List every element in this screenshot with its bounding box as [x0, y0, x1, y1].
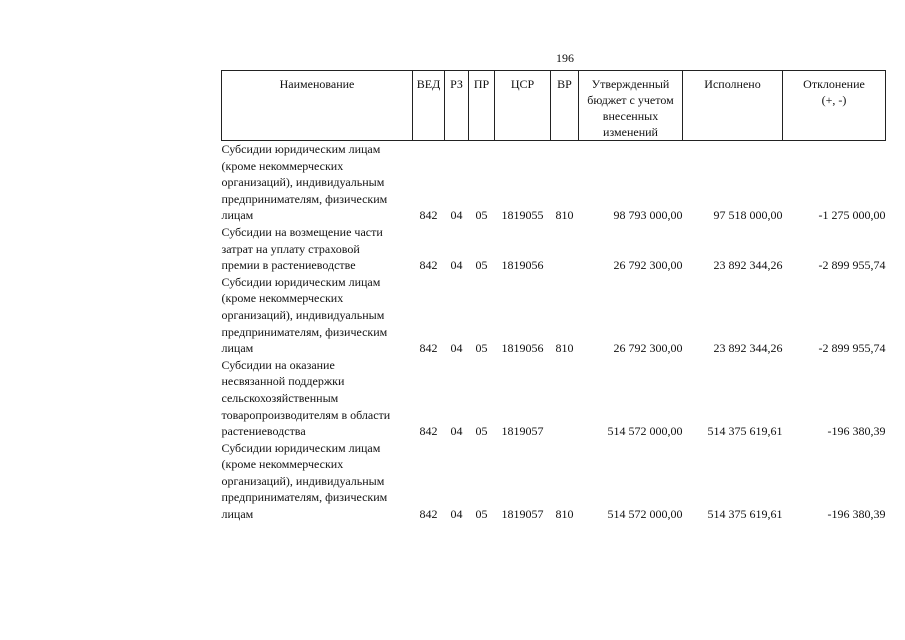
row-name-line: (кроме некоммерческих	[221, 158, 344, 173]
row-approved: 26 792 300,00	[613, 341, 683, 356]
row-name	[222, 224, 413, 274]
header-vr: ВР	[551, 71, 579, 141]
row-pr: 05	[475, 258, 488, 273]
row-deviation: -2 899 955,74	[818, 258, 886, 273]
row-ved: 842	[419, 424, 438, 439]
header-pr: ПР	[469, 71, 495, 141]
table-row	[222, 357, 886, 440]
table-row	[222, 440, 886, 523]
row-name-line: Субсидии юридическим лицам	[221, 142, 381, 156]
row-executed: 97 518 000,00	[713, 208, 783, 223]
row-name-line: сельскохозяйственным	[221, 390, 339, 405]
budget-table	[221, 70, 886, 523]
row-ved: 842	[419, 208, 438, 223]
row-ved: 842	[419, 341, 438, 356]
row-csr: 1819055	[501, 208, 544, 223]
row-name-line: лицам	[221, 208, 254, 223]
header-csr: ЦСР	[495, 71, 551, 141]
row-rz: 04	[450, 208, 463, 223]
header-deviation: Отклонение (+, -)	[783, 71, 886, 141]
row-name	[222, 357, 413, 440]
row-executed: 514 375 619,61	[707, 507, 783, 522]
row-name-line: премии в растениеводстве	[221, 258, 356, 273]
row-deviation: -2 899 955,74	[818, 341, 886, 356]
row-deviation: -196 380,39	[827, 507, 886, 522]
row-deviation: -1 275 000,00	[818, 208, 886, 223]
row-name	[222, 141, 413, 224]
row-rz: 04	[450, 507, 463, 522]
header-ved: ВЕД	[413, 71, 445, 141]
table-row	[222, 274, 886, 357]
row-name-line: лицам	[221, 507, 254, 522]
row-name-line: предпринимателям, физическим	[221, 324, 388, 339]
row-pr: 05	[475, 208, 488, 223]
row-executed: 23 892 344,26	[713, 341, 783, 356]
row-executed: 514 375 619,61	[707, 424, 783, 439]
row-approved: 514 572 000,00	[607, 424, 683, 439]
row-pr: 05	[475, 507, 488, 522]
row-name-line: лицам	[221, 341, 254, 356]
row-pr: 05	[475, 424, 488, 439]
row-name-line: предпринимателям, физическим	[221, 191, 388, 206]
row-name-line: предпринимателям, физическим	[221, 490, 388, 505]
row-approved: 26 792 300,00	[613, 258, 683, 273]
header-approved: Утвержденный бюджет с учетом внесенных изменений	[579, 71, 683, 141]
row-vr: 810	[555, 208, 574, 223]
row-vr: 810	[555, 341, 574, 356]
row-name-line: растениеводства	[221, 424, 306, 439]
row-ved: 842	[419, 258, 438, 273]
row-vr: 810	[555, 507, 574, 522]
row-name	[222, 440, 413, 523]
page-number: 196	[556, 51, 574, 65]
row-name-line: (кроме некоммерческих	[221, 291, 344, 306]
row-name	[222, 274, 413, 357]
row-csr: 1819056	[501, 341, 544, 356]
row-name-line: несвязанной поддержки	[221, 374, 345, 389]
row-csr: 1819057	[501, 507, 544, 522]
row-name-line: (кроме некоммерческих	[221, 457, 344, 472]
row-pr: 05	[475, 341, 488, 356]
row-rz: 04	[450, 424, 463, 439]
row-approved: 98 793 000,00	[613, 208, 683, 223]
row-name-line: Субсидии юридическим лицам	[221, 274, 381, 289]
row-name-line: организаций), индивидуальным	[221, 307, 385, 322]
row-name-line: Субсидии на возмещение части	[221, 224, 383, 239]
row-vr	[551, 357, 579, 440]
row-name-line: затрат на уплату страховой	[221, 241, 360, 256]
row-csr: 1819056	[501, 258, 544, 273]
row-name-line: товаропроизводителям в области	[221, 407, 391, 422]
header-name: Наименование	[222, 71, 413, 141]
row-name-line: Субсидии на оказание	[221, 357, 335, 372]
row-approved: 514 572 000,00	[607, 507, 683, 522]
row-rz: 04	[450, 258, 463, 273]
row-name-line: организаций), индивидуальным	[221, 473, 385, 488]
table-body	[222, 141, 886, 523]
row-name-line: организаций), индивидуальным	[221, 175, 385, 190]
table-row	[222, 224, 886, 274]
row-executed: 23 892 344,26	[713, 258, 783, 273]
row-deviation: -196 380,39	[827, 424, 886, 439]
row-vr	[551, 224, 579, 274]
row-csr: 1819057	[501, 424, 544, 439]
row-ved: 842	[419, 507, 438, 522]
header-rz: РЗ	[445, 71, 469, 141]
row-rz: 04	[450, 341, 463, 356]
table-row	[222, 141, 886, 224]
table-header	[222, 71, 886, 141]
row-name-line: Субсидии юридическим лицам	[221, 440, 381, 455]
header-executed: Исполнено	[683, 71, 783, 141]
